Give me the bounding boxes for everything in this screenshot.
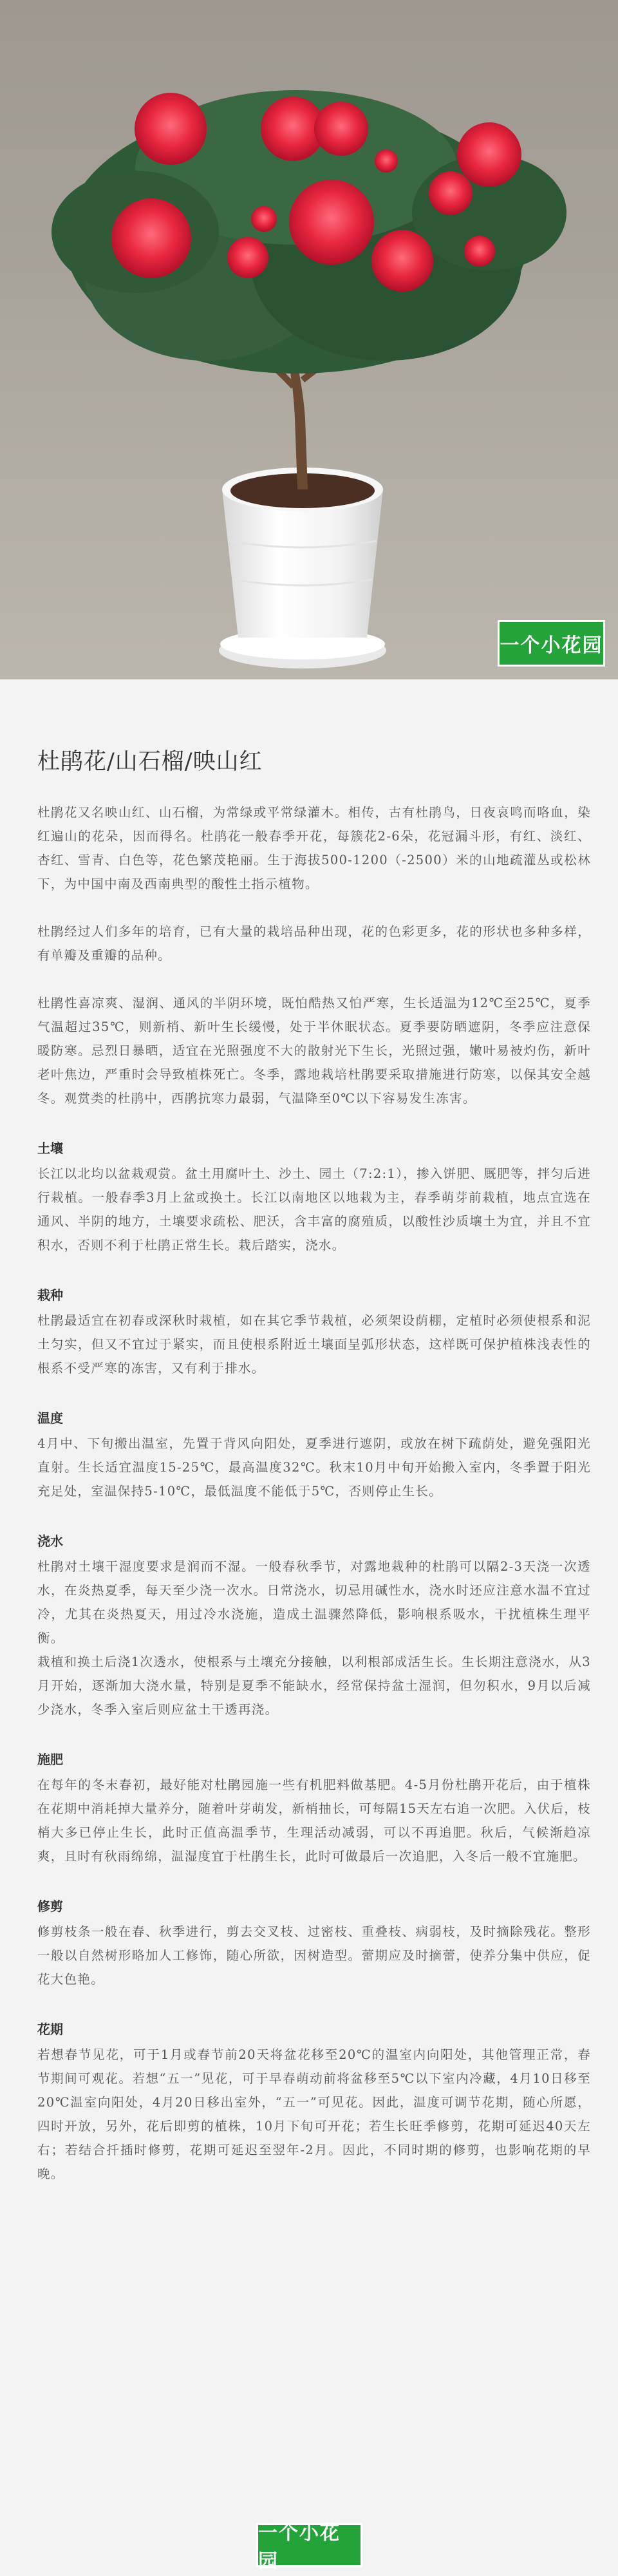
section-heading: 修剪 [37,1899,63,1914]
section-text: 杜鹃最适宜在初春或深秋时栽植，如在其它季节栽植，必须架设荫棚，定植时必须使根系和泥土匀实，但又不宜过于紧实，而且使根系附近土壤面呈弧形状态，这样既可保护植株浅表性的根系不受严寒的冻害，又有利于排水。 [37,1313,591,1376]
section-fertilizing [37,1747,591,1868]
section-flowering [37,2017,591,2186]
section-heading: 施肥 [37,1752,63,1767]
spacer [37,896,591,920]
section-planting [37,1283,591,1380]
section-text: 在每年的冬末春初，最好能对杜鹃园施一些有机肥料做基肥。4-5月份杜鹃开花后，由于植株在花期中消耗掉大量养分，随着叶芽萌发，新梢抽长，可每隔15天左右追一次肥。入伏后，枝梢大多已停止生长，此时正值高温季节，生理活动减弱，可以不再追肥。秋后，气候渐趋凉爽，且时有秋雨绵绵，温湿度宜于杜鹃生长，此时可做最后一次追肥，入冬后一般不宜施肥。 [37,1777,591,1864]
hero-photo [0,0,618,679]
section-text: 杜鹃对土壤干湿度要求是润而不湿。一般春秋季节，对露地栽种的杜鹃可以隔2-3天浇一次透水，在炎热夏季，每天至少浇一次水。日常浇水，切忌用碱性水，浇水时还应注意水温不宜过冷，尤其在炎热夏天，用过冷水浇施，造成土温骤然降低，影响根系吸水，干扰植株生理平衡。 [37,1559,591,1645]
section-text: 修剪枝条一般在春、秋季进行，剪去交叉枝、过密枝、重叠枝、病弱枝，及时摘除残花。整形一般以自然树形略加人工修饰，随心所欲，因树造型。蕾期应及时摘蕾，使养分集中供应，促花大色艳。 [37,1924,591,1987]
section-text: 若想春节见花，可于1月或春节前20天将盆花移至20℃的温室内向阳处，其他管理正常，春节期间可观花。若想“五一”见花，可于早春萌动前将盆移至5℃以下室内冷藏，4月10日移至20℃温室向阳处，4月20日移出室外，“五一”可见花。因此，温度可调节花期，随心所愿，四时开放，另外，花后即剪的植株，10月下旬可开花；若生长旺季修剪，花期可延迟40天左右；若结合扦插时修剪，花期可延迟至翌年-2月。因此，不同时期的修剪，也影响花期的早晚。 [37,2047,591,2181]
azalea-bonsai-illustration [0,0,618,679]
section-text: 长江以北均以盆栽观赏。盆土用腐叶土、沙土、园土（7:2:1），掺入饼肥、厩肥等，拌匀后进行栽植。一般春季3月上盆或换土。长江以南地区以地栽为主，春季萌芽前栽植，地点宜选在通风、半阴的地方，土壤要求疏松、肥沃，含丰富的腐殖质，以酸性沙质壤土为宜，并且不宜积水，否则不利于杜鹃正常生长。栽后踏实，浇水。 [37,1166,591,1253]
section-soil [37,1136,591,1257]
section-watering [37,1529,591,1721]
section-heading: 土壤 [37,1141,63,1156]
section-heading: 花期 [37,2022,63,2037]
section-heading: 温度 [37,1410,63,1426]
section-text: 4月中、下旬搬出温室，先置于背风向阳处，夏季进行遮阴，或放在树下疏荫处，避免强阳光直射。生长适宜温度15-25℃，最高温度32℃。秋末10月中旬开始搬入室内，冬季置于阳光充足处，室温保持5-10℃，最低温度不能低于5℃，否则停止生长。 [37,1436,591,1499]
section-text-2: 栽植和换土后浇1次透水，使根系与土壤充分接触，以利根部成活生长。生长期注意浇水，从3月开始，逐渐加大浇水量，特别是夏季不能缺水，经常保持盆土湿润，但勿积水，9月以后减少浇水，冬季入室后则应盆土干透再浇。 [37,1654,591,1717]
section-pruning [37,1894,591,1991]
brand-logo-top: 一个小花园 [498,620,605,667]
section-temperature [37,1406,591,1503]
article [37,744,591,2186]
brand-logo-bottom: 一个小花园 [256,2523,362,2567]
intro-paragraph-2: 杜鹃经过人们多年的培育，已有大量的栽培品种出现，花的色彩更多，花的形状也多种多样，有单瓣及重瓣的品种。 [37,924,591,963]
section-heading: 浇水 [37,1533,63,1549]
section-heading: 栽种 [37,1287,63,1303]
intro-paragraph-1: 杜鹃花又名映山红、山石榴，为常绿或平常绿灌木。相传，古有杜鹃鸟，日夜哀鸣而咯血，染红遍山的花朵，因而得名。杜鹃花一般春季开花，每簇花2-6朵，花冠漏斗形，有红、淡红、杏红、雪青、白色等，花色繁茂艳丽。生于海拔500-1200（-2500）米的山地疏灌丛或松林下，为中国中南及西南典型的酸性土指示植物。 [37,805,591,891]
spacer [37,967,591,991]
article-title: 杜鹃花/山石榴/映山红 [37,749,263,775]
intro-paragraph-3: 杜鹃性喜凉爽、湿润、通风的半阴环境，既怕酷热又怕严寒，生长适温为12℃至25℃，夏季气温超过35℃，则新梢、新叶生长缓慢，处于半休眠状态。夏季要防晒遮阴，冬季应注意保暖防寒。忌烈日暴晒，适宜在光照强度不大的散射光下生长，光照过强，嫩叶易被灼伤，新叶老叶焦边，严重时会导致植株死亡。冬季，露地栽培杜鹃要采取措施进行防寒，以保其安全越冬。观赏类的杜鹃中，西鹃抗寒力最弱，气温降至0℃以下容易发生冻害。 [37,996,591,1106]
